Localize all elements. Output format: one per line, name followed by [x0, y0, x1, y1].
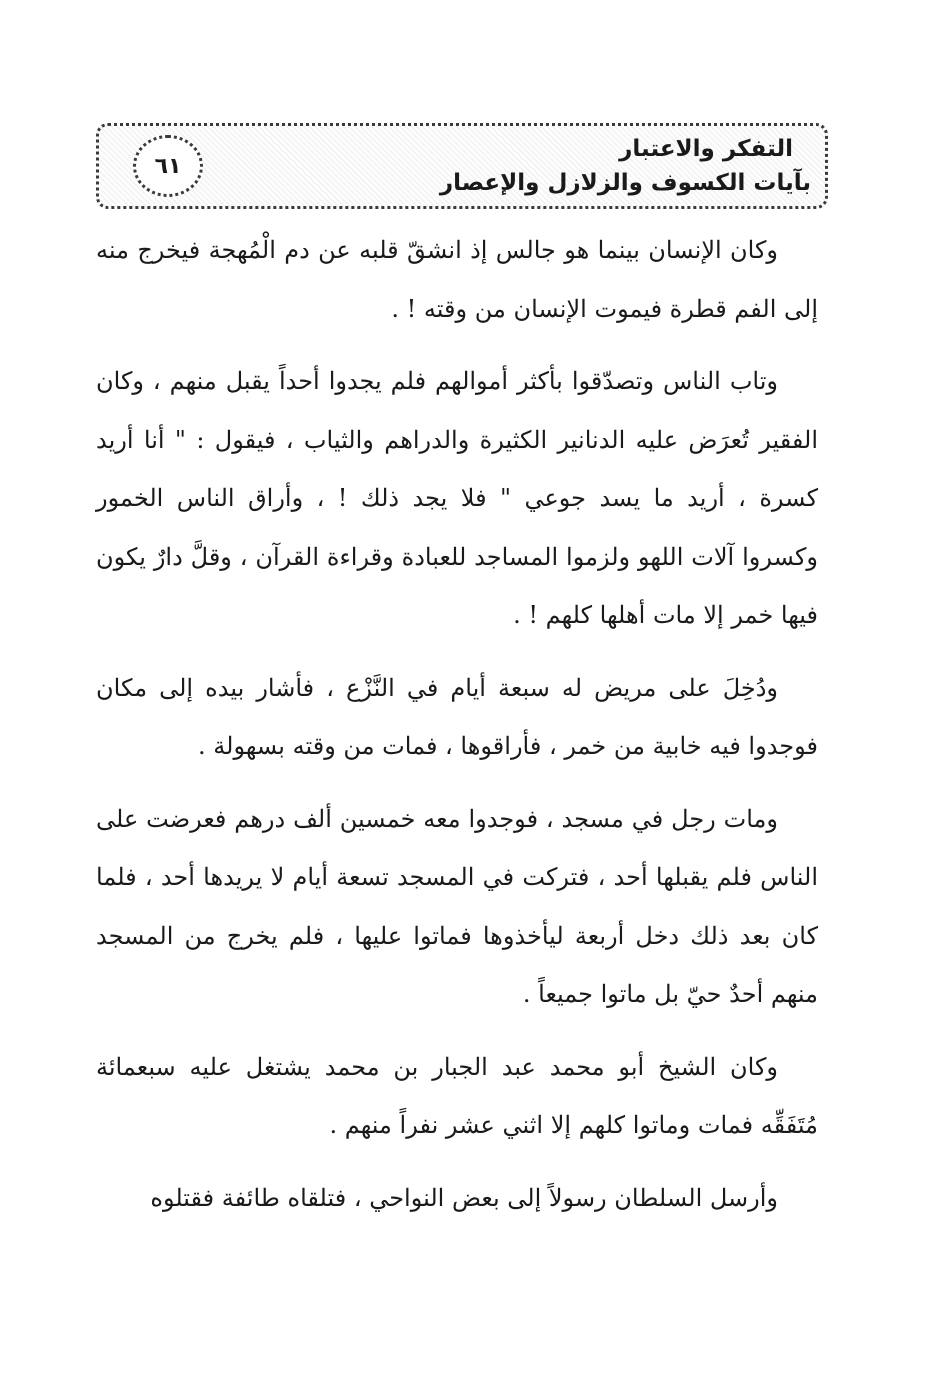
paragraph: ومات رجل في مسجد ، فوجدوا معه خمسين ألف درهم فعرضت على الناس فلم يقبلها أحد ، فتركت في المسجد تسعة أيام لا يريدها أحد ، فلما كان بعد ذلك دخل أربعة ليأخذوها فماتوا عليها ، فلم يخرج من المسجد منهم أحدٌ حيّ بل ماتوا جميعاً . [96, 804, 818, 1008]
header-title-line-2: بآيات الكسوف والزلازل والإعصار [439, 170, 811, 196]
header-title-line-1: التفكر والاعتبار [619, 136, 793, 162]
paragraph: وتاب الناس وتصدّقوا بأكثر أموالهم فلم يجدوا أحداً يقبل منهم ، وكان الفقير تُعرَض عليه الدنانير الكثيرة والدراهم والثياب ، فيقول : " أنا أريد كسرة ، أريد ما يسد جوعي " فلا يجد ذلك ! ، وأراق الناس الخمور وكسروا آلات اللهو ولزموا المساجد للعبادة وقراءة القرآن ، وقلَّ دارٌ يكون فيها خمر إلا مات أهلها كلهم ! . [96, 367, 818, 629]
header-titles [440, 132, 811, 200]
page-header [96, 123, 828, 209]
paragraph: وأرسل السلطان رسولاً إلى بعض النواحي ، فتلقاه طائفة فقتلوه [150, 1183, 778, 1212]
page-number-badge [133, 135, 203, 197]
body-text [96, 221, 818, 1241]
paragraph: وكان الإنسان بينما هو جالس إذ انشقّ قلبه عن دم الْمُهجة فيخرج منه إلى الفم قطرة فيموت الإنسان من وقته ! . [96, 236, 818, 323]
page-number: ٦١ [154, 153, 182, 179]
paragraph: وكان الشيخ أبو محمد عبد الجبار بن محمد يشتغل عليه سبعمائة مُتَفَقِّه فمات وماتوا كلهم إلا اثني عشر نفراً منهم . [96, 1052, 818, 1139]
paragraph: ودُخِلَ على مريض له سبعة أيام في النَّزْع ، فأشار بيده إلى مكان فوجدوا فيه خابية من خمر ، فأراقوها ، فمات من وقته بسهولة . [96, 673, 818, 760]
